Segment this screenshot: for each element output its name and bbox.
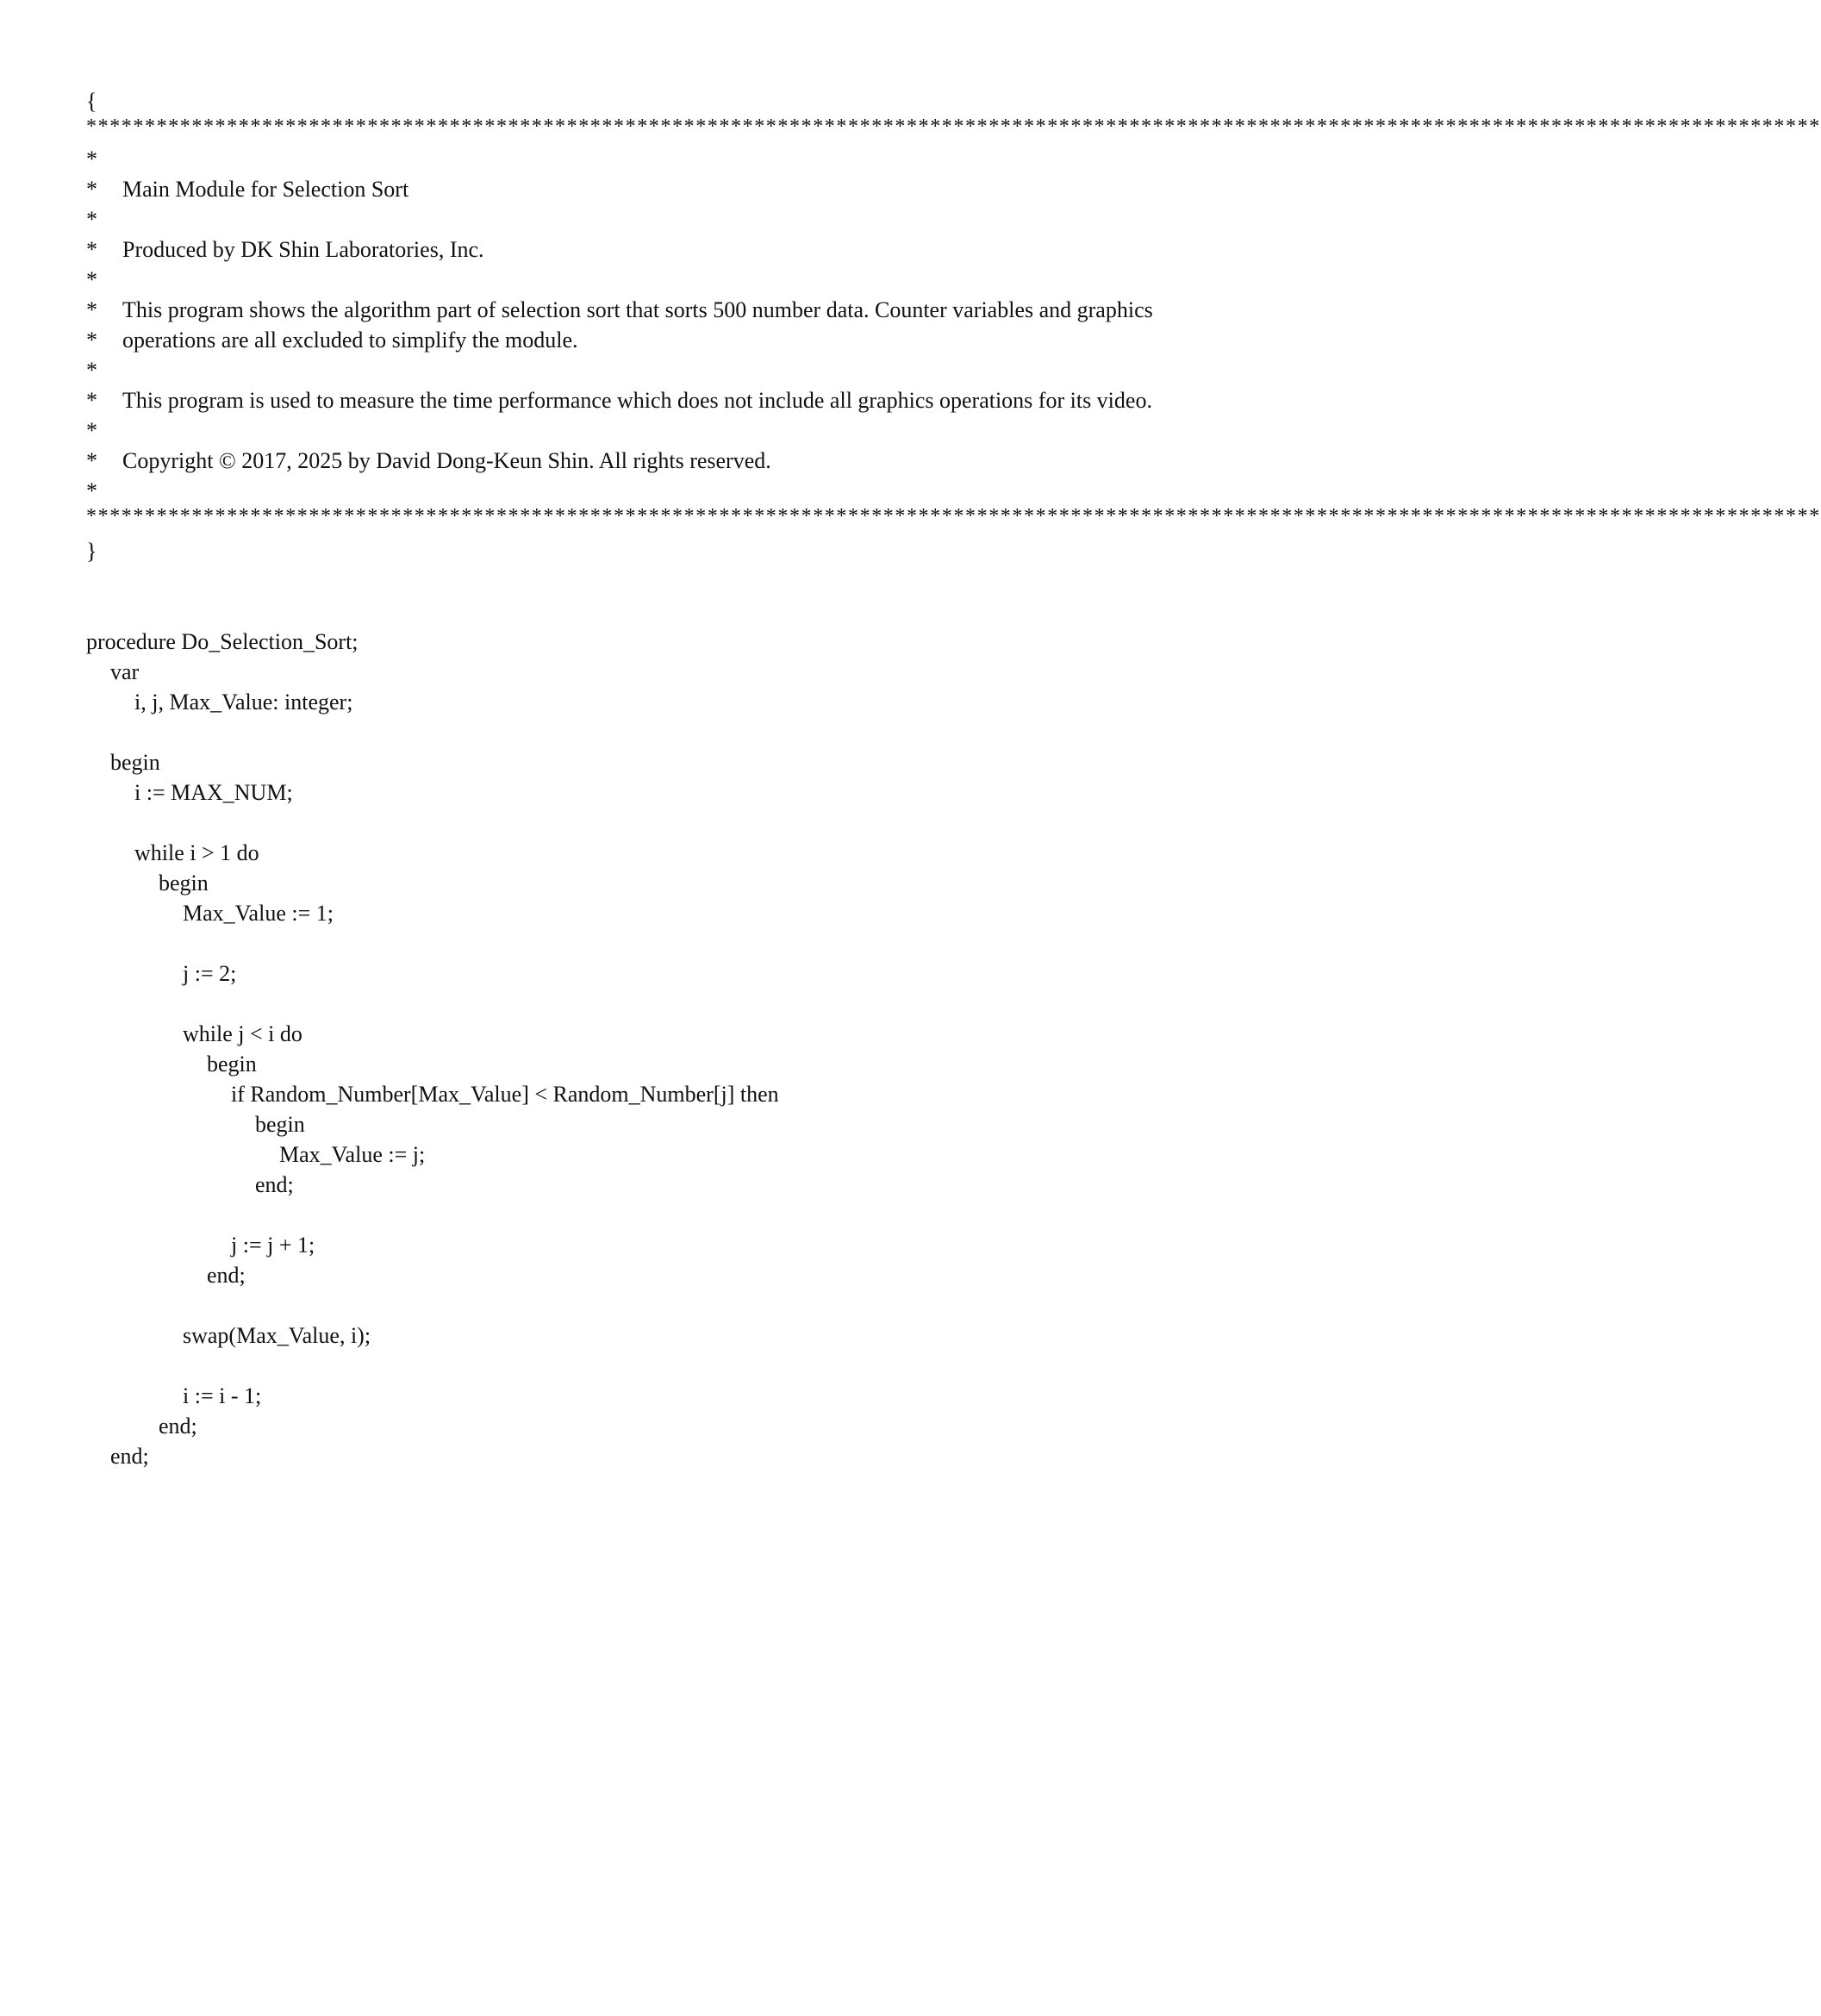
close-brace: } — [86, 539, 97, 564]
code-line: j := 2; — [183, 961, 237, 986]
code-line: end; — [207, 1263, 246, 1288]
code-line: end; — [159, 1414, 197, 1439]
code-line: i := i - 1; — [183, 1383, 262, 1408]
comment-star: * — [86, 147, 97, 172]
comment-star: * — [86, 207, 97, 232]
comment-star: * — [86, 388, 97, 413]
code-line: swap(Max_Value, i); — [183, 1323, 371, 1348]
code-line: if Random_Number[Max_Value] < Random_Number[j] then — [231, 1082, 779, 1107]
code-line: begin — [159, 871, 209, 896]
code-line: j := j + 1; — [231, 1233, 315, 1258]
code-line: end; — [255, 1172, 294, 1197]
code-line: while i > 1 do — [134, 840, 259, 865]
comment-star: * — [86, 328, 97, 353]
comment-star: * — [86, 448, 97, 473]
comment-description-line1: This program shows the algorithm part of selection sort that sorts 500 number data. Counter variables and graphics — [122, 297, 1153, 322]
comment-producer: Produced by DK Shin Laboratories, Inc. — [122, 237, 484, 262]
code-line: begin — [207, 1052, 257, 1077]
code-line: procedure Do_Selection_Sort; — [86, 629, 359, 654]
comment-star: * — [86, 237, 97, 262]
code-line: i, j, Max_Value: integer; — [134, 690, 353, 715]
code-line: Max_Value := 1; — [183, 901, 334, 926]
open-brace: { — [86, 89, 97, 114]
comment-star: * — [86, 418, 97, 443]
code-line: begin — [255, 1112, 305, 1137]
star-rule-bottom: **************************************************************************************************************************************************** — [86, 505, 1821, 527]
code-line: i := MAX_NUM; — [134, 780, 293, 805]
comment-copyright: Copyright © 2017, 2025 by David Dong-Keun Shin. All rights reserved. — [122, 448, 771, 473]
comment-star: * — [86, 478, 97, 503]
comment-star: * — [86, 358, 97, 383]
comment-description-line2: operations are all excluded to simplify the module. — [122, 328, 578, 353]
comment-star: * — [86, 267, 97, 292]
code-line: begin — [110, 750, 160, 775]
comment-title: Main Module for Selection Sort — [122, 177, 409, 202]
comment-star: * — [86, 177, 97, 202]
star-rule-top: **************************************************************************************************************************************************** — [86, 115, 1821, 138]
comment-star: * — [86, 297, 97, 322]
code-line: var — [110, 659, 140, 684]
comment-purpose: This program is used to measure the time performance which does not include all graphics operations for its video. — [122, 388, 1152, 413]
code-line: Max_Value := j; — [279, 1142, 426, 1167]
code-line: end; — [110, 1444, 149, 1469]
code-line: while j < i do — [183, 1021, 302, 1046]
